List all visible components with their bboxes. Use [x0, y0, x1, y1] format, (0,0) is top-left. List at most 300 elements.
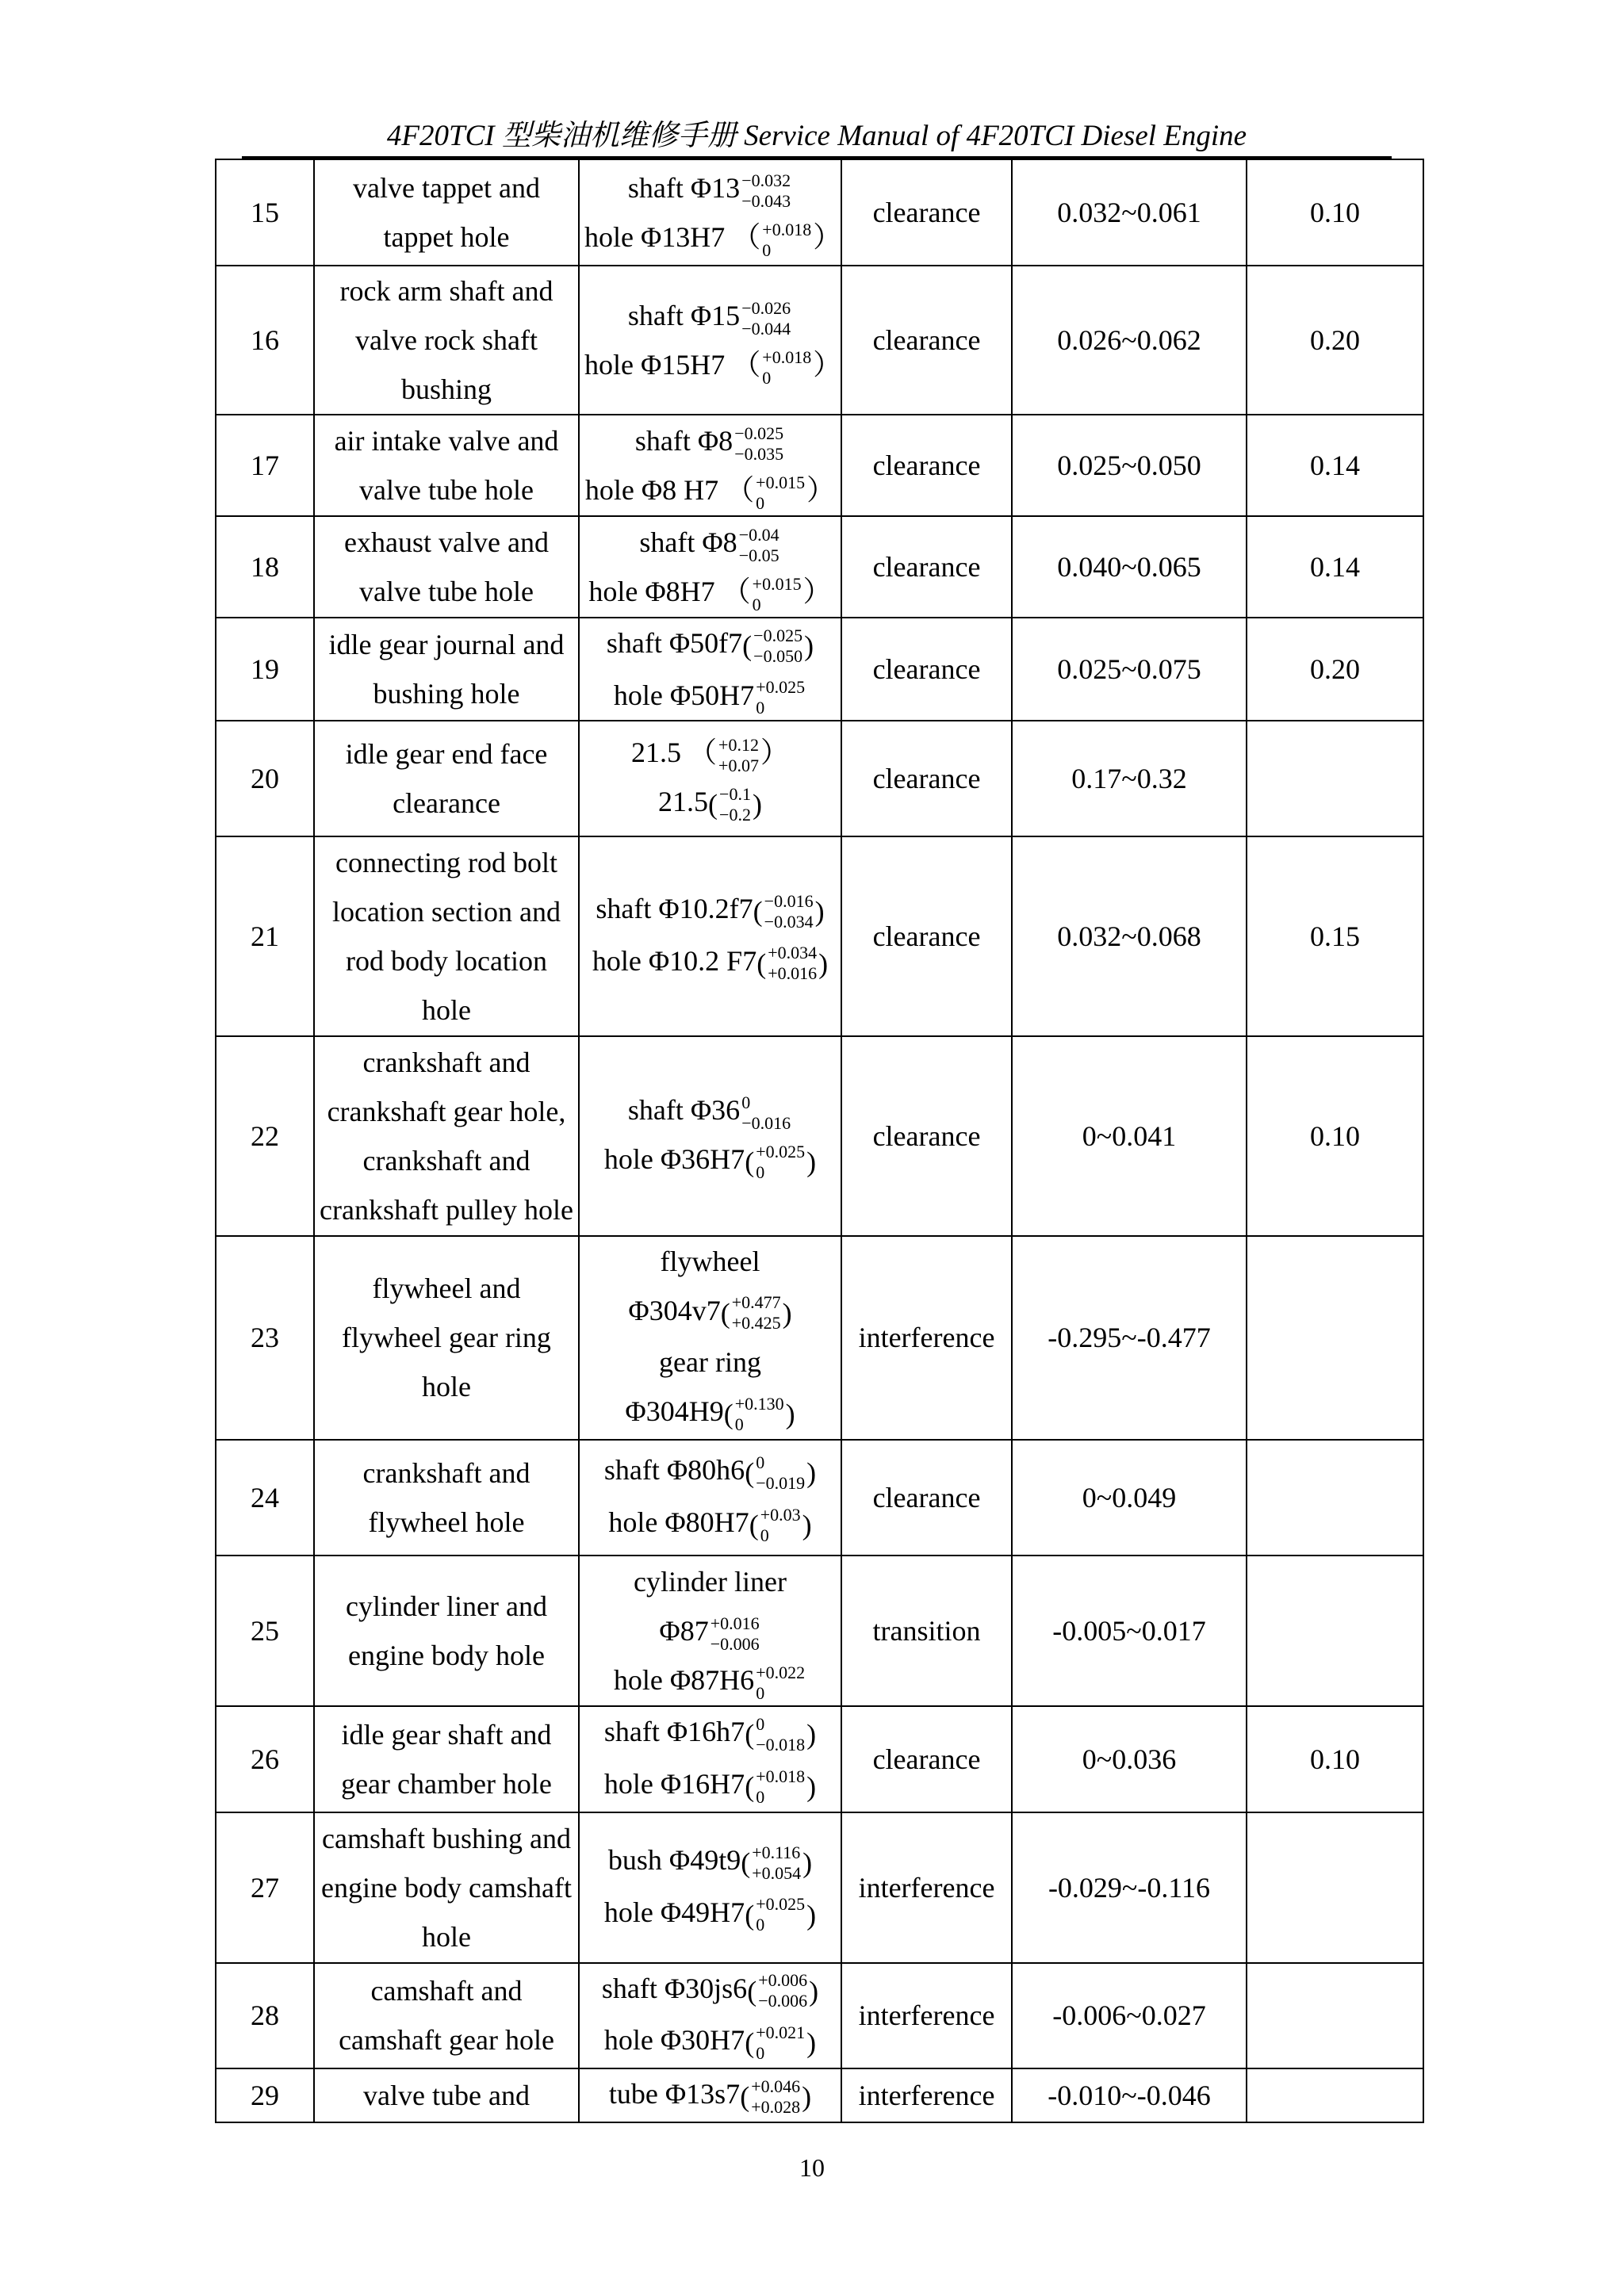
upper-deviation: +0.015 [756, 472, 806, 492]
fit-line [584, 212, 842, 262]
lower-deviation: +0.07 [718, 755, 759, 775]
tolerance-stack [710, 1613, 760, 1655]
tolerance-stack [756, 473, 805, 514]
mating-parts-line: crankshaft pulley hole [320, 1193, 573, 1226]
tolerance-stack [719, 784, 751, 825]
fit-range-cell: -0.295~-0.477 [1012, 1236, 1247, 1440]
fit-range-cell: 0.17~0.32 [1012, 721, 1247, 836]
upper-deviation: +0.130 [734, 1394, 784, 1414]
mating-parts-line: flywheel and [372, 1272, 521, 1305]
table-row [216, 1556, 1423, 1706]
lower-deviation: −0.035 [734, 443, 784, 464]
mating-parts-line: valve rock shaft [355, 324, 538, 356]
fit-type-cell: interference [841, 1236, 1012, 1440]
wear-limit-cell [1247, 1556, 1423, 1706]
mating-parts-cell [314, 1706, 579, 1812]
fit-dimension-cell [579, 836, 841, 1036]
fit-prefix: Φ87 [659, 1615, 709, 1647]
upper-deviation: +0.025 [756, 677, 806, 698]
tolerance-stack [762, 220, 811, 261]
fit-line [584, 163, 836, 212]
mating-parts-line: crankshaft gear hole, [327, 1095, 566, 1127]
fit-prefix: 21.5 （ [631, 736, 718, 768]
fit-prefix: hole Φ30H7 [603, 2024, 745, 2057]
upper-deviation: +0.015 [752, 573, 802, 594]
fit-type-cell: clearance [841, 1440, 1012, 1556]
fit-prefix: shaft Φ10.2f7 [596, 893, 753, 924]
table-row [216, 1812, 1423, 1963]
fit-prefix: 21.5 [658, 785, 709, 817]
upper-deviation: +0.018 [762, 346, 812, 367]
wear-limit-cell [1247, 721, 1423, 836]
fit-prefix: hole Φ16H7 [603, 1767, 745, 1800]
fit-type-cell: clearance [841, 415, 1012, 516]
fit-line [584, 777, 836, 829]
fit-dimension-cell [579, 1556, 841, 1706]
tolerance-stack [732, 1292, 781, 1334]
row-number-cell: 17 [216, 415, 314, 516]
wear-limit-cell: 0.15 [1247, 836, 1423, 1036]
fit-dimension-cell [579, 266, 841, 415]
upper-deviation: 0 [756, 1452, 765, 1473]
fit-dimension-cell [579, 1706, 841, 1812]
lower-deviation: 0 [734, 1414, 744, 1435]
tolerance-stack [734, 423, 783, 465]
fit-line [584, 1888, 836, 1940]
tolerance-stack [753, 626, 802, 667]
tolerance-stack [764, 891, 814, 932]
table-row [216, 266, 1423, 415]
lower-deviation: +0.016 [768, 963, 818, 984]
close-paren: ) [806, 1899, 817, 1931]
lower-deviation: −0.034 [764, 911, 814, 932]
lower-deviation: −0.050 [753, 645, 803, 666]
fit-line [584, 1835, 836, 1888]
row-number-cell: 27 [216, 1812, 314, 1963]
table-body [216, 159, 1423, 2122]
fit-line [584, 1135, 836, 1187]
fit-prefix: hole Φ10.2 F7 [592, 944, 757, 977]
mating-parts-line: valve tube and [363, 2080, 530, 2111]
fit-line [584, 1237, 836, 1286]
fit-dimension-cell [579, 2068, 841, 2122]
open-paren: ( [747, 1975, 757, 2007]
row-number-cell: 29 [216, 2068, 314, 2122]
mating-parts-line: exhaust valve and [344, 526, 549, 558]
fit-dimension-cell [579, 415, 841, 516]
mating-parts-cell [314, 159, 579, 266]
wear-limit-cell: 0.20 [1247, 266, 1423, 415]
mating-parts-cell [314, 1440, 579, 1556]
row-number-cell: 16 [216, 266, 314, 415]
mating-parts-cell [314, 1963, 579, 2068]
fit-dimension-cell [579, 1236, 841, 1440]
fit-prefix: Φ304H9 [625, 1395, 724, 1428]
upper-deviation: 0 [741, 1092, 751, 1112]
lower-deviation: −0.019 [756, 1473, 806, 1494]
mating-parts-cell [314, 1812, 579, 1963]
close-paren: ) [782, 1297, 792, 1330]
fit-line [584, 1557, 836, 1606]
row-number-cell: 19 [216, 618, 314, 721]
lower-deviation: −0.2 [719, 804, 751, 825]
upper-deviation: +0.025 [756, 1141, 806, 1161]
fit-dimension-cell [579, 721, 841, 836]
fit-type-cell: clearance [841, 1036, 1012, 1236]
row-number-cell: 20 [216, 721, 314, 836]
fit-prefix: hole Φ13H7 （ [584, 221, 761, 253]
fit-range-cell: -0.006~0.027 [1012, 1963, 1247, 2068]
row-number-cell: 25 [216, 1556, 314, 1706]
mating-parts-line: engine body hole [348, 1640, 545, 1672]
fit-line [584, 465, 836, 515]
table-row [216, 1706, 1423, 1812]
mating-parts-cell [314, 721, 579, 836]
open-paren: ( [745, 1770, 755, 1803]
row-number-cell: 26 [216, 1706, 314, 1812]
table-row [216, 2068, 1423, 2122]
fit-range-cell: 0.026~0.062 [1012, 266, 1247, 415]
table-row [216, 1036, 1423, 1236]
fit-prefix: gear ring [659, 1346, 761, 1379]
fit-prefix: hole Φ49H7 [603, 1896, 745, 1928]
fit-suffix: ） [760, 736, 789, 768]
fit-type-cell: clearance [841, 618, 1012, 721]
fit-range-cell: 0~0.049 [1012, 1440, 1247, 1556]
tolerance-stack [756, 1142, 805, 1183]
fit-dimension-cell [579, 618, 841, 721]
fit-suffix: ） [813, 221, 842, 253]
upper-deviation: +0.03 [760, 1504, 801, 1525]
open-paren: ( [723, 1399, 733, 1431]
mating-parts-line: crankshaft and [362, 1046, 530, 1078]
fit-prefix: hole Φ87H6 [613, 1664, 755, 1697]
fit-prefix: shaft Φ30js6 [601, 1972, 748, 2004]
table-row [216, 516, 1423, 618]
tolerance-stack [758, 1970, 807, 2011]
open-paren: ( [720, 1297, 730, 1330]
fit-line [584, 2069, 836, 2122]
tolerance-stack [741, 170, 791, 212]
fit-type-cell: clearance [841, 721, 1012, 836]
mating-parts-line: air intake valve and [334, 425, 559, 457]
fit-prefix: Φ304v7 [628, 1294, 721, 1326]
mating-parts-line: hole [422, 1371, 471, 1403]
open-paren: ( [745, 1146, 755, 1178]
table-row [216, 618, 1423, 721]
mating-parts-line: hole [422, 993, 471, 1026]
upper-deviation: +0.006 [758, 1970, 808, 1991]
wear-limit-cell: 0.20 [1247, 618, 1423, 721]
mating-parts-line: camshaft gear hole [339, 2024, 554, 2057]
fit-range-cell: -0.010~-0.046 [1012, 2068, 1247, 2122]
table-row [216, 836, 1423, 1036]
mating-parts-line: flywheel gear ring [342, 1322, 551, 1354]
close-paren: ) [785, 1399, 795, 1431]
lower-deviation: 0 [756, 1161, 765, 1182]
close-paren: ) [802, 1509, 812, 1541]
mating-parts-line: location section and [332, 895, 561, 928]
mating-parts-line: connecting rod bolt [335, 846, 557, 878]
fit-prefix: hole Φ36H7 [603, 1142, 745, 1175]
lower-deviation: −0.043 [741, 190, 791, 211]
table-row [216, 415, 1423, 516]
mating-parts-line: idle gear end face [345, 737, 548, 770]
mating-parts-line: bushing hole [373, 677, 520, 710]
open-paren: ( [741, 1846, 751, 1879]
fit-suffix: ） [802, 576, 832, 607]
lower-deviation: −0.006 [710, 1633, 760, 1654]
fit-range-cell: 0.032~0.068 [1012, 836, 1247, 1036]
upper-deviation: +0.116 [752, 1842, 801, 1862]
fit-line [584, 518, 836, 567]
mating-parts-line: camshaft and [370, 1975, 523, 2007]
upper-deviation: +0.025 [756, 1894, 806, 1915]
tolerance-stack [760, 1505, 801, 1546]
fit-prefix: shaft Φ16h7 [603, 1716, 745, 1748]
open-paren: ( [745, 1457, 755, 1490]
fit-prefix: hole Φ50H7 [613, 679, 755, 711]
fit-line [584, 416, 836, 465]
fit-range-cell: 0.040~0.065 [1012, 516, 1247, 618]
close-paren: ) [806, 1718, 817, 1751]
upper-deviation: +0.018 [756, 1766, 806, 1786]
tolerance-stack [753, 574, 802, 615]
close-paren: ) [818, 947, 829, 980]
fit-type-cell: transition [841, 1556, 1012, 1706]
close-paren: ) [809, 1975, 819, 2007]
fit-line [584, 2015, 836, 2068]
fit-line [584, 1337, 836, 1387]
fit-line [584, 1445, 836, 1498]
close-paren: ) [806, 2027, 817, 2060]
lower-deviation: −0.006 [758, 1991, 808, 2011]
fit-dimension-cell [579, 516, 841, 618]
mating-parts-line: camshaft bushing and [322, 1822, 571, 1854]
mating-parts-cell [314, 415, 579, 516]
upper-deviation: +0.018 [762, 219, 812, 239]
mating-parts-cell [314, 516, 579, 618]
tolerance-stack [756, 1663, 805, 1704]
fit-dimension-cell [579, 1963, 841, 2068]
fit-dimension-cell [579, 1440, 841, 1556]
mating-parts-line: crankshaft and [362, 1457, 530, 1490]
tolerance-stack [741, 298, 791, 339]
lower-deviation: 0 [756, 698, 765, 718]
tolerance-stack [718, 735, 759, 776]
lower-deviation: −0.016 [741, 1112, 791, 1133]
fit-prefix: bush Φ49t9 [607, 1843, 741, 1876]
fit-range-cell: 0~0.036 [1012, 1706, 1247, 1812]
mating-parts-line: valve tappet and [353, 172, 540, 204]
fit-range-cell: 0.032~0.061 [1012, 159, 1247, 266]
fit-prefix: hole Φ8H7 （ [588, 576, 751, 607]
tolerance-stack [751, 2076, 800, 2118]
fit-line [584, 291, 836, 340]
close-paren: ) [806, 1146, 817, 1178]
fit-prefix: flywheel [660, 1245, 760, 1277]
wear-limit-cell [1247, 1440, 1423, 1556]
mating-parts-cell [314, 836, 579, 1036]
fit-prefix: shaft Φ8 [639, 526, 737, 558]
fit-type-cell: clearance [841, 266, 1012, 415]
fit-range-cell: 0~0.041 [1012, 1036, 1247, 1236]
mating-parts-line: engine body camshaft [321, 1871, 572, 1904]
fit-prefix: shaft Φ50f7 [606, 627, 743, 659]
fit-line [584, 1387, 836, 1439]
open-paren: ( [745, 1899, 755, 1931]
upper-deviation: +0.022 [756, 1662, 806, 1682]
table-row [216, 721, 1423, 836]
mating-parts-line: cylinder liner and [346, 1590, 547, 1623]
fit-prefix: shaft Φ80h6 [603, 1454, 745, 1487]
row-number-cell: 15 [216, 159, 314, 266]
mating-parts-line: valve tube hole [359, 576, 534, 607]
close-paren: ) [806, 1770, 817, 1803]
close-paren: ) [752, 788, 762, 821]
mating-parts-cell [314, 1236, 579, 1440]
fit-clearance-table [215, 159, 1424, 2123]
wear-limit-cell: 0.10 [1247, 1706, 1423, 1812]
fit-line [584, 1085, 836, 1135]
open-paren: ( [708, 788, 718, 821]
fit-prefix: shaft Φ8 [634, 425, 733, 457]
tolerance-stack [756, 1766, 805, 1808]
open-paren: ( [749, 1509, 759, 1541]
mating-parts-cell [314, 618, 579, 721]
mating-parts-line: rock arm shaft and [339, 275, 553, 307]
fit-line [584, 884, 836, 936]
open-paren: ( [745, 1718, 755, 1751]
mating-parts-cell [314, 1036, 579, 1236]
lower-deviation: −0.018 [756, 1734, 806, 1755]
upper-deviation: −0.026 [741, 297, 791, 318]
table-row [216, 1440, 1423, 1556]
close-paren: ) [806, 1457, 817, 1490]
close-paren: ) [804, 629, 814, 662]
fit-prefix: hole Φ15H7 （ [584, 349, 761, 381]
mating-parts-line: rod body location [346, 944, 547, 977]
row-number-cell: 21 [216, 836, 314, 1036]
fit-type-cell: interference [841, 1812, 1012, 1963]
fit-range-cell: -0.005~0.017 [1012, 1556, 1247, 1706]
fit-line [584, 340, 842, 389]
fit-line [584, 1655, 836, 1705]
mating-parts-line: idle gear journal and [328, 628, 565, 660]
lower-deviation: +0.028 [751, 2096, 801, 2117]
tolerance-stack [768, 943, 817, 984]
upper-deviation: −0.025 [753, 625, 803, 645]
fit-dimension-cell [579, 1812, 841, 1963]
lower-deviation: 0 [762, 367, 772, 388]
fit-suffix: ） [813, 349, 842, 381]
mating-parts-line: idle gear shaft and [341, 1718, 552, 1751]
wear-limit-cell [1247, 1812, 1423, 1963]
lower-deviation: +0.425 [731, 1313, 781, 1334]
lower-deviation: 0 [756, 2043, 765, 2064]
upper-deviation: +0.046 [751, 2076, 801, 2096]
tolerance-stack [739, 525, 779, 566]
fit-prefix: hole Φ80H7 [608, 1506, 749, 1539]
open-paren: ( [740, 2080, 750, 2113]
wear-limit-cell: 0.14 [1247, 516, 1423, 618]
wear-limit-cell: 0.10 [1247, 1036, 1423, 1236]
open-paren: ( [753, 895, 763, 928]
row-number-cell: 18 [216, 516, 314, 618]
table-row [216, 1963, 1423, 2068]
upper-deviation: +0.477 [731, 1292, 781, 1313]
tolerance-stack [762, 347, 811, 388]
tolerance-stack [756, 2022, 805, 2064]
row-number-cell: 28 [216, 1963, 314, 2068]
page-number: 10 [799, 2153, 825, 2182]
wear-limit-cell: 0.14 [1247, 415, 1423, 516]
lower-deviation: 0 [756, 492, 765, 513]
mating-parts-line: hole [422, 1920, 471, 1953]
fit-type-cell: clearance [841, 836, 1012, 1036]
mating-parts-line: valve tube hole [359, 474, 534, 506]
close-paren: ) [814, 895, 825, 928]
close-paren: ) [802, 1846, 813, 1879]
tolerance-stack [756, 677, 805, 718]
fit-dimension-cell [579, 159, 841, 266]
mating-parts-cell [314, 1556, 579, 1706]
fit-line [584, 1964, 836, 2016]
fit-type-cell: interference [841, 2068, 1012, 2122]
fit-prefix: shaft Φ15 [627, 300, 741, 331]
fit-dimension-cell [579, 1036, 841, 1236]
wear-limit-cell: 0.10 [1247, 159, 1423, 266]
fit-line [584, 618, 836, 671]
tolerance-stack [756, 1452, 805, 1494]
mating-parts-cell [314, 2068, 579, 2122]
mating-parts-line: crankshaft and [362, 1144, 530, 1177]
wear-limit-cell [1247, 1963, 1423, 2068]
fit-line [584, 728, 836, 777]
fit-suffix: ） [806, 474, 836, 506]
upper-deviation: −0.04 [738, 524, 779, 545]
tolerance-stack [756, 1714, 805, 1755]
lower-deviation: 0 [756, 1786, 765, 1807]
mating-parts-line: gear chamber hole [341, 1767, 552, 1800]
fit-prefix: shaft Φ36 [627, 1093, 741, 1126]
lower-deviation: 0 [752, 594, 761, 614]
lower-deviation: −0.044 [741, 318, 791, 339]
tolerance-stack [756, 1894, 805, 1935]
upper-deviation: −0.032 [741, 170, 791, 190]
upper-deviation: +0.016 [710, 1613, 760, 1633]
fit-type-cell: clearance [841, 159, 1012, 266]
mating-parts-line: bushing [400, 373, 492, 405]
upper-deviation: 0 [756, 1713, 765, 1734]
fit-line [584, 1606, 836, 1655]
fit-range-cell: 0.025~0.050 [1012, 415, 1247, 516]
tolerance-stack [741, 1093, 791, 1134]
wear-limit-cell [1247, 1236, 1423, 1440]
fit-type-cell: clearance [841, 1706, 1012, 1812]
mating-parts-line: clearance [393, 786, 500, 819]
lower-deviation: −0.05 [738, 545, 779, 565]
mating-parts-line: flywheel hole [368, 1506, 525, 1539]
lower-deviation: +0.054 [752, 1862, 802, 1883]
wear-limit-cell [1247, 2068, 1423, 2122]
upper-deviation: +0.034 [768, 943, 818, 963]
mating-parts-cell [314, 266, 579, 415]
table-row [216, 1236, 1423, 1440]
row-number-cell: 23 [216, 1236, 314, 1440]
row-number-cell: 24 [216, 1440, 314, 1556]
fit-line [584, 1707, 836, 1759]
